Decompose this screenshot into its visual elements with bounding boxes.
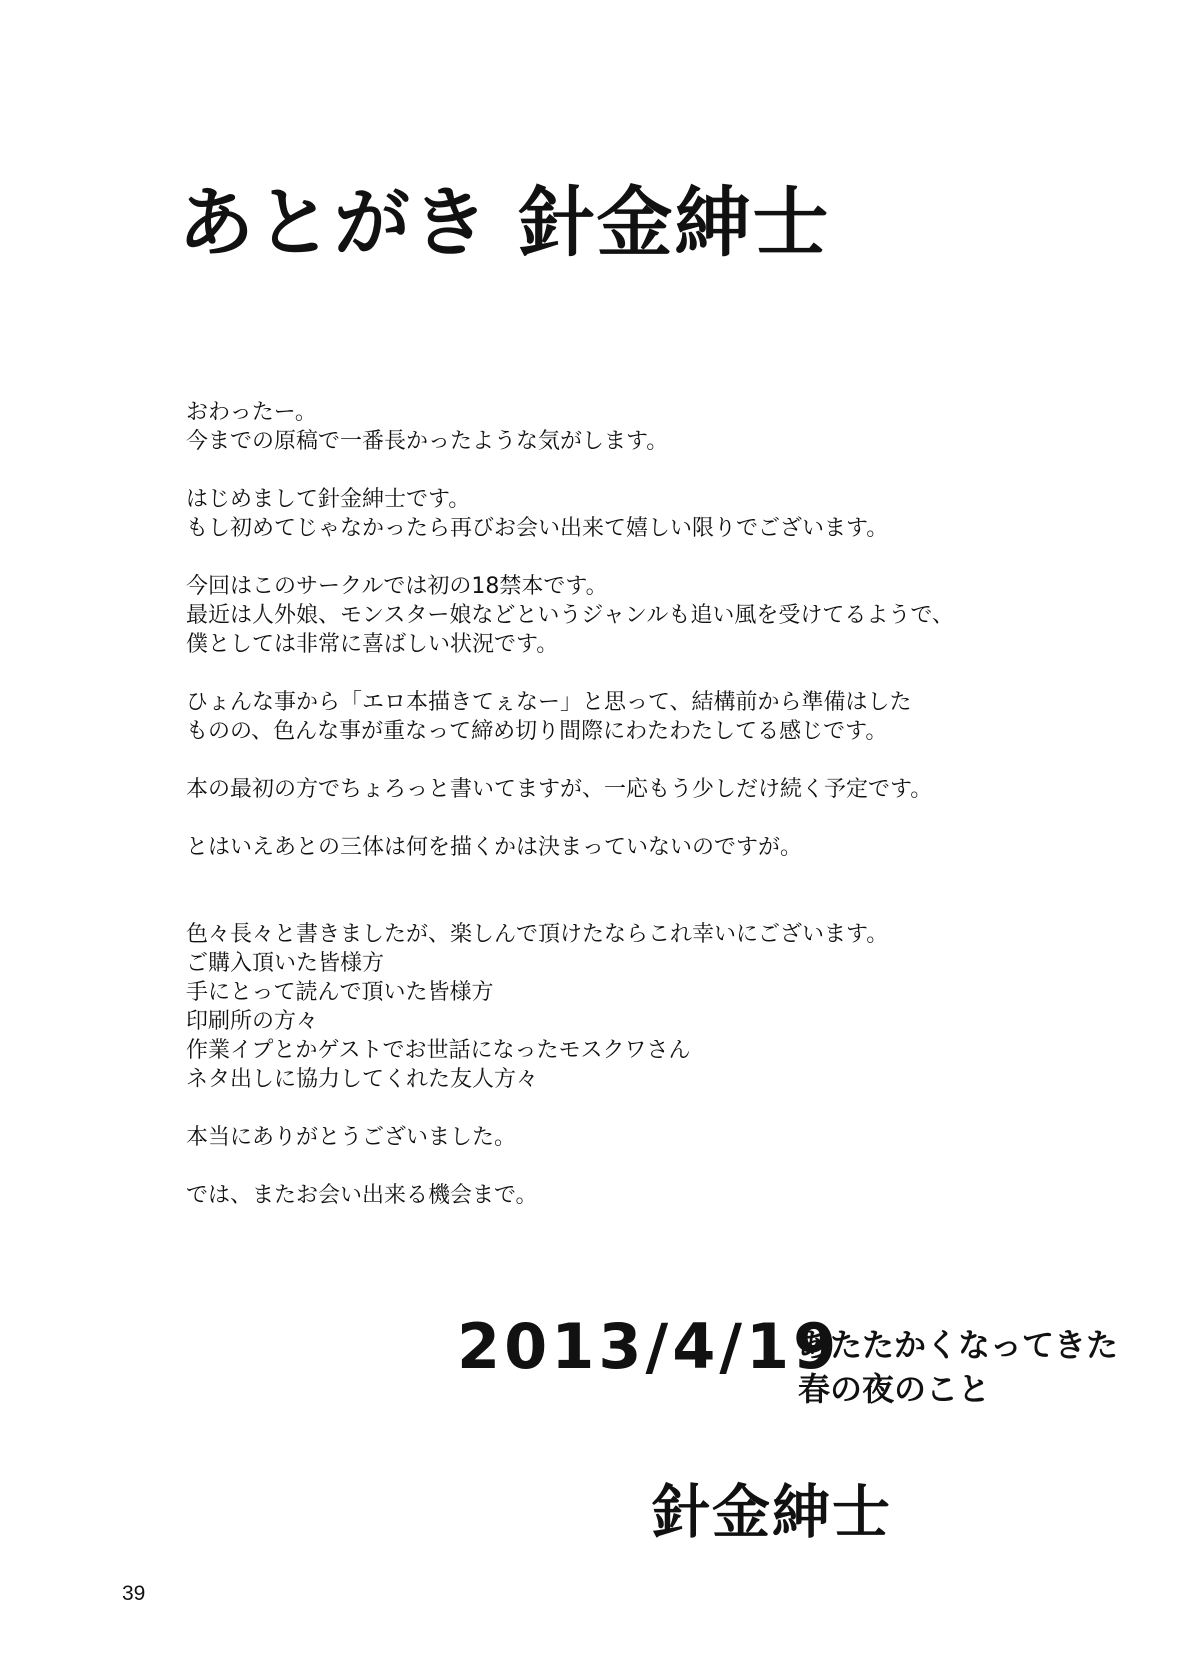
afterword-body (186, 398, 1066, 1210)
body-line: 作業イプとかゲストでお世話になったモスクワさん (186, 1038, 691, 1063)
body-line: 今までの原稿で一番長かったような気がします。 (186, 429, 669, 454)
body-line: はじめまして針金紳士です。 (186, 487, 471, 512)
page-number: 39 (122, 1582, 146, 1605)
body-line: 今回はこのサークルでは初の18禁本です。 (186, 574, 608, 599)
body-line: 本の最初の方でちょろっと書いてますが、一応もう少しだけ続く予定です。 (186, 777, 933, 802)
body-line: 最近は人外娘、モンスター娘などというジャンルも追い風を受けてるようで、 (186, 603, 954, 628)
body-line: 本当にありがとうございました。 (186, 1125, 517, 1150)
body-line: もし初めてじゃなかったら再びお会い出来て嬉しい限りでございます。 (186, 516, 889, 541)
body-line: おわったー。 (186, 400, 317, 425)
paragraph-gap (186, 862, 1066, 891)
paragraph-gap (186, 1152, 1066, 1181)
paragraph-gap (186, 804, 1066, 833)
body-line: 印刷所の方々 (186, 1009, 319, 1034)
paragraph-gap (186, 659, 1066, 688)
note-line-2: 春の夜のこと (798, 1370, 991, 1408)
note-line-1: あたたかくなってきた (798, 1326, 1119, 1364)
paragraph-gap (186, 1094, 1066, 1123)
paragraph-gap (186, 891, 1066, 920)
paragraph-gap (186, 456, 1066, 485)
body-line: 色々長々と書きましたが、楽しんで頂けたならこれ幸いにございます。 (186, 922, 889, 947)
body-line: 手にとって読んで頂いた皆様方 (186, 980, 494, 1005)
body-line: 僕としては非常に喜ばしい状況です。 (186, 632, 559, 657)
handwritten-note (798, 1323, 1118, 1411)
paragraph-gap (186, 746, 1066, 775)
body-line: ご購入頂いた皆様方 (186, 951, 385, 976)
handwritten-date: 2013/4/19 (457, 1310, 841, 1383)
body-line: では、またお会い出来る機会まで。 (186, 1183, 538, 1208)
handwritten-signature: 針金紳士 (652, 1478, 893, 1546)
body-line: とはいえあとの三体は何を描くかは決まっていないのですが。 (186, 835, 803, 860)
body-line: ネタ出しに協力してくれた友人方々 (186, 1067, 539, 1092)
body-line: ひょんな事から「エロ本描きてぇなー」と思って、結構前から準備はした (186, 690, 912, 715)
body-line: ものの、色んな事が重なって締め切り間際にわたわたしてる感じです。 (186, 719, 888, 744)
paragraph-gap (186, 543, 1066, 572)
afterword-title: あとがき 針金紳士 (178, 178, 831, 267)
